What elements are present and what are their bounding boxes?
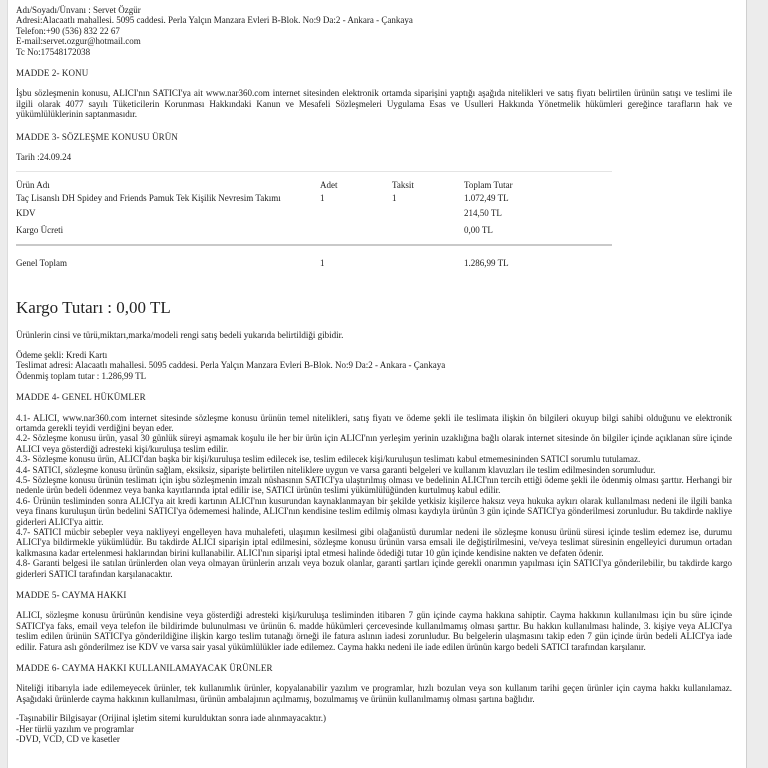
payment-summary-block	[16, 350, 732, 381]
clause-4-3: 4.3- Sözleşme konusu ürün, ALICI'dan başka bir kişi/kuruluşa teslim edilecek ise, teslim edilecek kişi/kuruluşun teslimatı kabul etmemesininden SATICI sorumlu tutulamaz.	[16, 454, 641, 465]
shipping-fee-installment	[392, 220, 464, 245]
col-header-total: Toplam Tutar	[464, 180, 513, 191]
clause-4-7: 4.7- SATICI mücbir sebepler veya nakliyeyi engelleyen hava muhalefeti, ulaşımın kesilmesi gibi olağanüstü durumlar nedeni ile sözleşme konusu ürünü süresi içinde teslim edemez ise, durumu ALICI'ya bildirmekle yükümlüdür. Bu takdirde ALICI siparişin iptal edilmesini, sözleşme konusu ürünün varsa emsali ile değiştirilmesini, ve/veya teslimat süresinin engelleyici durumun ortadan kalkmasına kadar ertelenmesi haklarından birini kullanabilir. ALICI'nın siparişi iptal etmesi halinde ödediği tutar 10 gün içinde kendisine nakten ve defaten ödenir.	[16, 527, 732, 558]
kdv-label: KDV	[16, 208, 36, 219]
table-row-grand-total	[16, 245, 612, 282]
madde3-heading: MADDE 3- SÖZLEŞME KONUSU ÜRÜN	[16, 131, 178, 142]
table-row-product	[16, 193, 612, 203]
list-item-media: -DVD, VCD, CD ve kasetler	[16, 734, 120, 745]
shipping-fee-label: Kargo Ücreti	[16, 224, 64, 235]
list-item-software: -Her türlü yazılım ve programlar	[16, 723, 134, 734]
kdv-total: 214,50 TL	[464, 208, 502, 219]
col-header-qty: Adet	[320, 180, 338, 191]
clause-4-1: 4.1- ALICI, www.nar360.com internet sitesinde sözleşme konusu ürünün temel nitelikleri, satış fiyatı ve ödeme şekli ile teslimata ilişkin ön bilgileri okuyup bilgi sahibi olduğunu ve elektronik ortamda gerekli teyidi verdiğini beyan eder.	[16, 412, 732, 433]
kdv-installment	[392, 203, 464, 219]
contract-date: Tarih :24.09.24	[16, 152, 72, 163]
shipping-fee-qty	[320, 220, 392, 245]
buyer-address-line: Adresi:Alacaatlı mahallesi. 5095 caddesi. Perla Yalçın Manzara Evleri B-Blok. No:9 Da:2 - Ankara - Çankaya	[16, 15, 413, 26]
grand-total-amount: 1.286,99 TL	[464, 245, 612, 282]
madde2-heading: MADDE 2- KONU	[16, 68, 89, 79]
clause-4-8: 4.8- Garanti belgesi ile satılan ürünlerden olan veya olmayan ürünlerin arızalı veya bozuk olanlar, garanti şartları içinde gerekli onarımın yapılması için SATICI'ya gönderilebilir, bu takdirde kargo giderleri SATICI tarafından karşılanacaktır.	[16, 558, 732, 579]
product-name: Taç Lisanslı DH Spidey and Friends Pamuk Tek Kişilik Nevresim Takımı	[16, 192, 281, 203]
product-total: 1.072,49 TL	[464, 192, 509, 203]
product-qty: 1	[320, 192, 325, 203]
kdv-qty	[320, 203, 392, 219]
goods-note: Ürünlerin cinsi ve türü,miktarı,marka/modeli rengi satış bedeli yukarıda belirtildiği gibidir.	[16, 329, 344, 340]
madde5-body: ALICI, sözleşme konusu ürürünün kendisine veya gösterdiği adresteki kişi/kuruluşa tesliminden itibaren 7 gün içinde cayma hakkına sahiptir. Cayma hakkının kullanılması için bu süre içinde SATICI'ya faks, email veya telefon ile bildirimde bulunulması ve ürünün 6. madde hükümleri çercevesinde kullanılmamış olması şarttır. Bu hakkın kullanılması halinde, 3. kişiye veya ALICI'ya teslim edilen ürünün SATICI'ya gönderildiğine ilişkin kargo teslim tutanağı örneği ile fatura aslının iadesi zorunludur. Bu belgelerin ulaşmasını takip eden 7 gün içinde ürün bedeli ALICI'ya iade edilir. Fatura aslı gönderilmez ise KDV ve varsa sair yasal yükümlülükler iade edilemez. Cayma hakkı nedeni ile iade edilen ürünün kargo bedeli SATICI tarafından karşılanır.	[16, 610, 732, 652]
buyer-name-line: Adı/Soyadı/Ünvanı : Servet Özgür	[16, 5, 141, 15]
clause-4-4: 4.4- SATICI, sözleşme konusu ürünün sağlam, eksiksiz, siparişte belirtilen niteliklere uygun ve varsa garanti belgeleri ve kullanım klavuzları ile teslim edilmesinden sorumludur.	[16, 464, 656, 475]
buyer-tc-line: Tc No:17548172038	[16, 46, 91, 57]
order-table-header-row	[16, 172, 612, 193]
madde2-body: İşbu sözleşmenin konusu, ALICI'nın SATICI'ya ait www.nar360.com internet sitesinden elektronik ortamda siparişini yaptığı aşağıda nitelikleri ve satış fiyatı belirtilen ürünün satışı ve teslimi ile ilgili olarak 4077 sayılı Tüketicilerin Korunması Hakkındaki Kanun ve Mesafeli Sözleşmeleri Uygulama Esas ve Usulleri Hakkında Yönetmelik hükümleri gereğince tarafların hak ve yükümlülüklerinin saptanmasıdır.	[16, 88, 732, 120]
contract-page	[7, 0, 747, 768]
delivery-address-line: Teslimat adresi: Alacaatlı mahallesi. 5095 caddesi. Perla Yalçın Manzara Evleri B-Blok. No:9 Da:2 - Ankara - Çankaya	[16, 360, 446, 371]
buyer-phone-line: Telefon:+90 (536) 832 22 67	[16, 25, 120, 36]
grand-total-installment	[392, 245, 464, 282]
buyer-email-line: E-mail:servet.ozgur@hotmail.com	[16, 36, 141, 47]
clause-4-6: 4.6- Ürünün tesliminden sonra ALICI'ya ait kredi kartının ALICI'nın kusurundan kaynaklanmayan bir şekilde yetkisiz kişilerce haksız veya hukuka aykırı olarak kullanılması nedeni ile ilgili banka veya finans kuruluşun ürün bedelini SATICI'ya ödememesi halinde, ALICI'nın kendisine teslim edilmiş olması kaydıyla ürünün 3 gün içinde SATICI'ya gönderilmesi zorunludur. Bu takdirde nakliye giderleri ALICI'ya aittir.	[16, 495, 732, 527]
madde4-clauses	[16, 413, 732, 580]
clause-4-5: 4.5- Sözleşme konusu ürünün teslimatı için işbu sözleşmenin imzalı nüshasının SATICI'ya ulaştırılmış olması ve bedelinin ALICI'nın tercih ettiği ödeme şekli ile ödenmiş olması şarttır. Herhangi bir nedenle ürün bedeli ödenmez veya banka kayıtlarında iptal edilir ise, SATICI ürünün teslimi yükümlülüğünden kurtulmuş kabul edilir.	[16, 474, 732, 496]
paid-total-line: Ödenmiş toplam tutar : 1.286,99 TL	[16, 370, 147, 381]
contract-content	[8, 0, 746, 745]
col-header-product: Ürün Adı	[16, 180, 50, 191]
clause-4-2: 4.2- Sözleşme konusu ürün, yasal 30 günlük süreyi aşmamak koşulu ile her bir ürün için ALICI'nın yerleşim yerinin uzaklığına bağlı olarak internet sitesinde ön bilgiler içinde açıklanan süre içinde ALICI veya gösterdiği adresteki kişi/kuruluşa teslim edilir.	[16, 433, 732, 454]
non-returnable-list	[16, 713, 732, 744]
shipping-total-heading: Kargo Tutarı : 0,00 TL	[16, 297, 171, 317]
table-row-kdv	[16, 203, 612, 219]
table-row-shipping-fee	[16, 220, 612, 245]
payment-method-line: Ödeme şekli: Kredi Kartı	[16, 349, 108, 360]
shipping-fee-total: 0,00 TL	[464, 224, 493, 235]
madde6-heading: MADDE 6- CAYMA HAKKI KULLANILAMAYACAK ÜRÜNLER	[16, 663, 273, 674]
madde5-heading: MADDE 5- CAYMA HAKKI	[16, 590, 127, 601]
product-installment: 1	[392, 192, 397, 203]
list-item-laptop: -Taşınabilir Bilgisayar (Orijinal işletim sitemi kurulduktan sonra iade alınmayacaktır.)	[16, 713, 327, 724]
order-table	[16, 171, 612, 282]
grand-total-qty: 1	[320, 245, 392, 282]
madde6-body: Niteliği itibarıyla iade edilemeyecek ürünler, tek kullanımlık ürünler, kopyalanabilir yazılım ve programlar, hızlı bozulan veya son kullanım tarihi geçen ürünler için cayma hakkı kullanılamaz. Aşağıdaki ürünlerde cayma hakkının kullanılması, ürünün ambalajının açılmamış, bozulmamış ve ürünün kullanılmamış olması şartına bağlıdır.	[16, 683, 732, 704]
grand-total-label: Genel Toplam	[16, 245, 320, 282]
madde4-heading: MADDE 4- GENEL HÜKÜMLER	[16, 392, 146, 403]
col-header-installment: Taksit	[392, 180, 414, 191]
buyer-info-block	[16, 5, 732, 57]
